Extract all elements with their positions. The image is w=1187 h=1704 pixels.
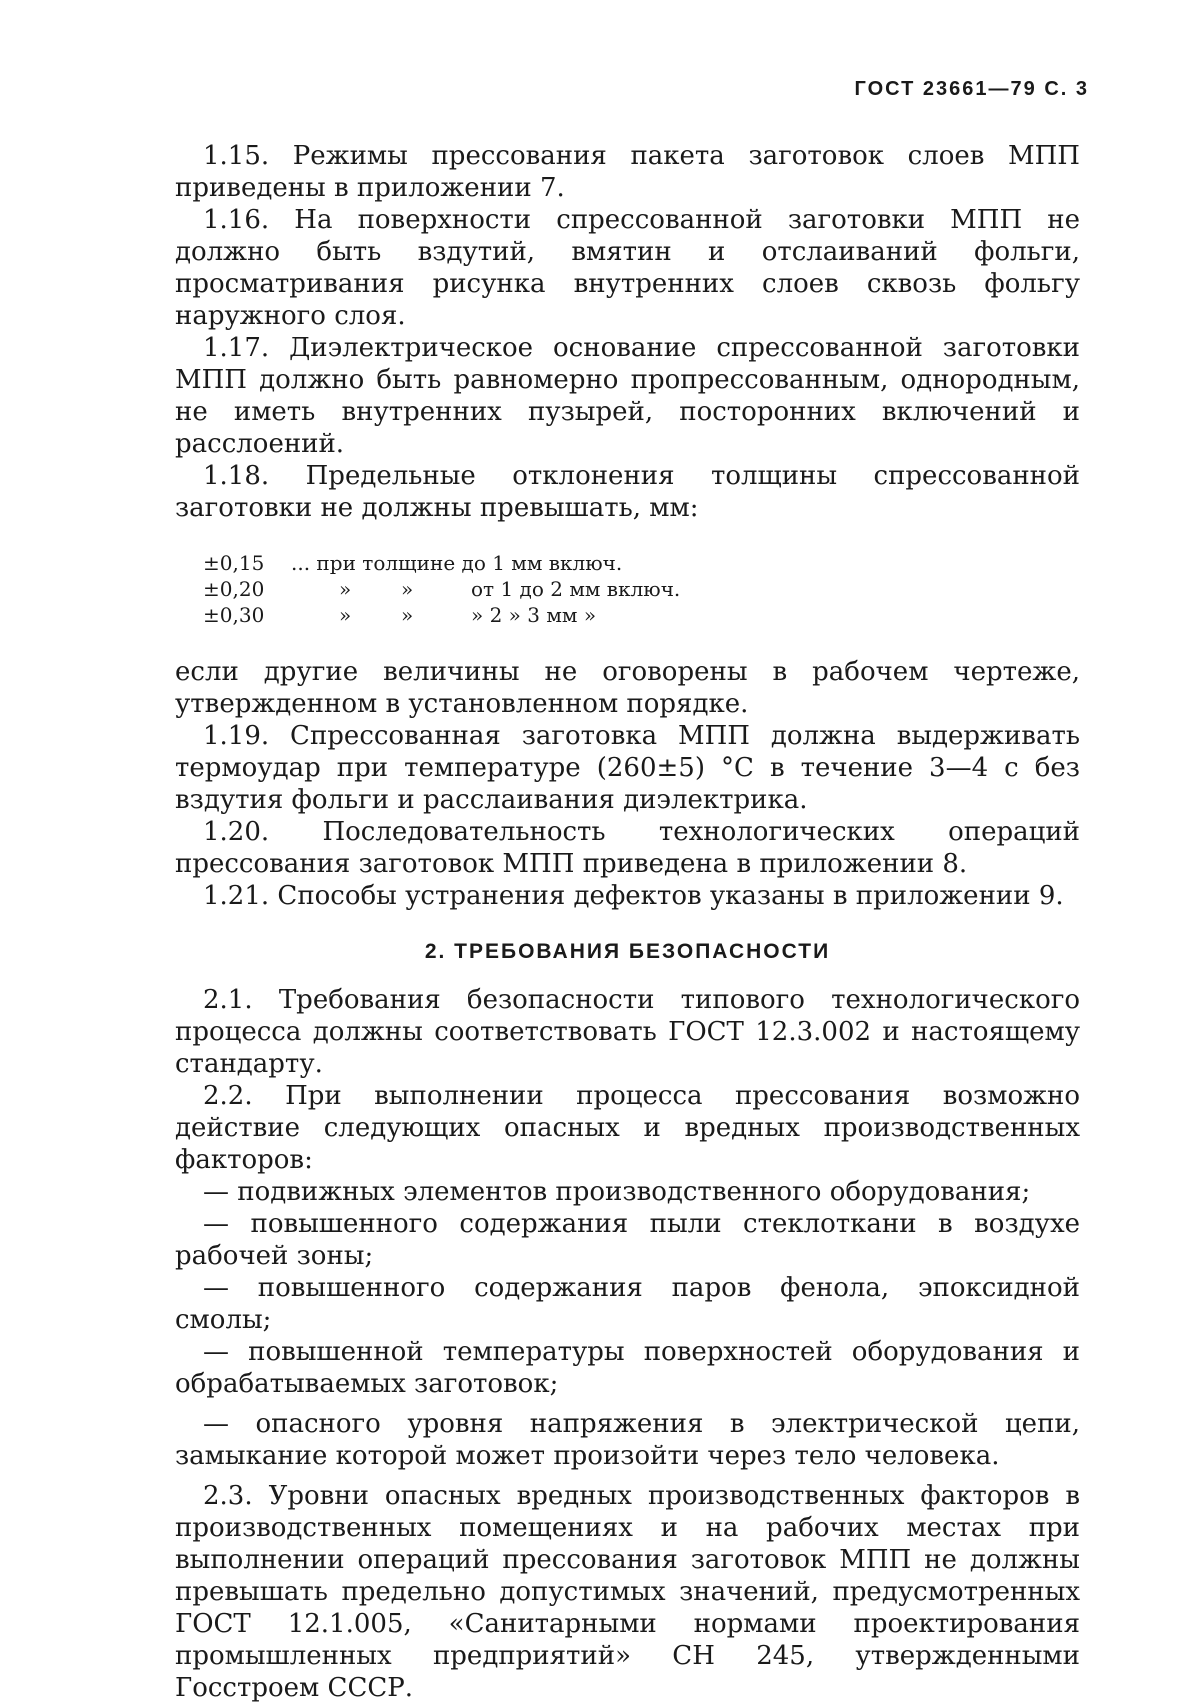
ditto-mark: » [339,577,352,601]
ditto-mark: » [401,577,414,601]
tolerance-description: » 2 » 3 мм » [471,603,597,627]
tolerance-description: от 1 до 2 мм включ. [471,577,681,601]
tolerance-description: ... при толщине до 1 мм включ. [291,551,623,575]
tolerance-value: ±0,15 [203,551,265,575]
page-header: ГОСТ 23661—79 С. 3 [854,78,1089,100]
factor-item: — повышенного содержания паров фенола, эпоксидной смолы; [175,1273,1080,1335]
section-title: 2. ТРЕБОВАНИЯ БЕЗОПАСНОСТИ [424,940,831,963]
tolerance-row [203,602,1080,628]
page-content [175,140,1080,1704]
ditto-mark: » [401,603,414,627]
paragraph-2-1: 2.1. Требования безопасности типового технологического процесса должны соответствовать ГОСТ 12.3.002 и настоящему стандарту. [175,985,1080,1079]
paragraph-1-20: 1.20. Последовательность технологических операций прессования заготовок МПП приведена в приложении 8. [175,817,1080,879]
factor-item: — повышенной температуры поверхностей оборудования и обрабатываемых заготовок; [175,1337,1080,1399]
paragraph-1-19: 1.19. Спрессованная заготовка МПП должна выдерживать термоудар при температуре (260±5) °С в течение 3—4 с без вздутия фольги и расслаивания диэлектрика. [175,721,1080,815]
paragraph-2-3: 2.3. Уровни опасных вредных производственных факторов в производственных помещениях и на рабочих местах при выполнении операций прессования заготовок МПП не должны превышать предельно допустимых значений, предусмотренных ГОСТ 12.1.005, «Санитарными нормами проектирования промышленных предприятий» СН 245, утвержденными Госстроем СССР. [175,1481,1080,1703]
paragraph-1-18: 1.18. Предельные отклонения толщины спрессованной заготовки не должны превышать, мм: [175,461,1080,523]
paragraph-1-17: 1.17. Диэлектрическое основание спрессованной заготовки МПП должно быть равномерно пропрессованным, однородным, не иметь внутренних пузырей, посторонних включений и расслоений. [175,333,1080,459]
factor-item: — опасного уровня напряжения в электрической цепи, замыкание которой может произойти через тело человека. [175,1409,1080,1471]
tolerance-table [203,550,1080,628]
factor-item: — подвижных элементов производственного оборудования; [203,1177,1031,1207]
paragraph-2-2: 2.2. При выполнении процесса прессования возможно действие следующих опасных и вредных производственных факторов: [175,1081,1080,1175]
tolerance-row [203,576,1080,602]
tolerance-value: ±0,20 [203,577,265,601]
paragraph-1-21: 1.21. Способы устранения дефектов указаны в приложении 9. [203,881,1064,911]
paragraph-1-15: 1.15. Режимы прессования пакета заготовок слоев МПП приведены в приложении 7. [175,141,1080,203]
paragraph-1-16: 1.16. На поверхности спрессованной заготовки МПП не должно быть вздутий, вмятин и отслаиваний фольги, просматривания рисунка внутренних слоев сквозь фольгу наружного слоя. [175,205,1080,331]
factor-item: — повышенного содержания пыли стеклоткани в воздухе рабочей зоны; [175,1209,1080,1271]
ditto-mark: » [339,603,352,627]
tolerance-value: ±0,30 [203,603,265,627]
tolerance-row [203,550,1080,576]
paragraph-continuation: если другие величины не оговорены в рабочем чертеже, утвержденном в установленном порядке. [175,657,1080,719]
